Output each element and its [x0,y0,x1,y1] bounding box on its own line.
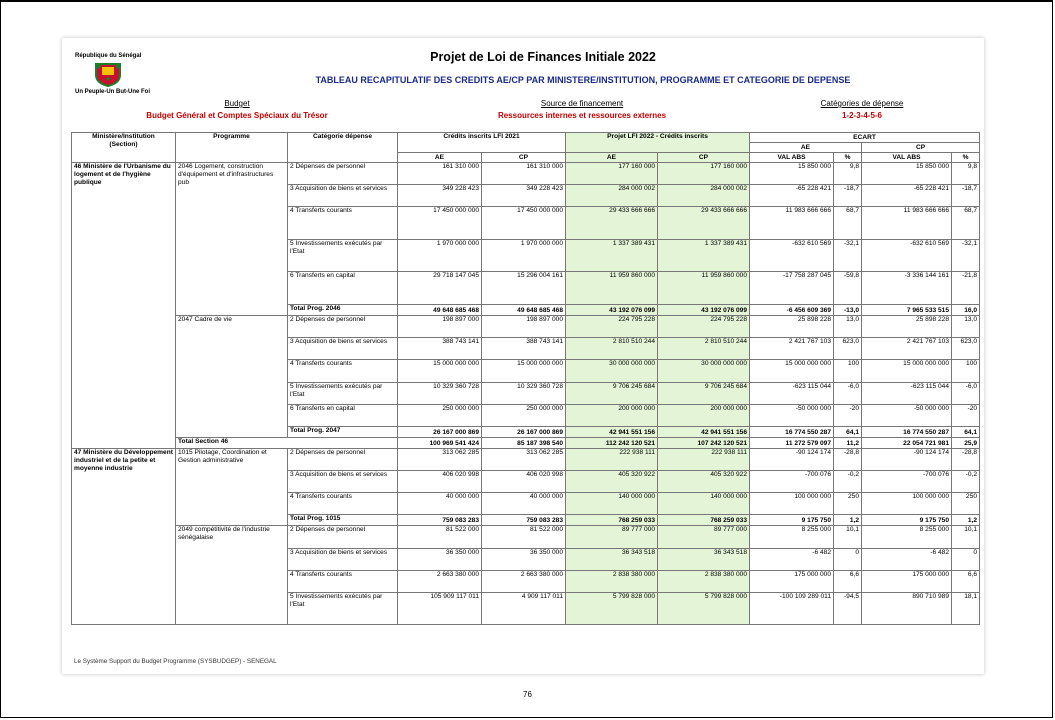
value-cell: 406 020 998 [398,471,482,493]
value-cell: 224 795 228 [658,316,750,338]
col-ae-2021: AE [398,153,482,163]
value-cell: 5 799 828 000 [658,593,750,625]
category-cell: 5 Investissements exécutés par l'Etat [288,593,398,625]
value-cell: 313 062 285 [482,449,566,471]
category-cell: 2 Dépenses de personnel [288,316,398,338]
value-cell: 85 187 398 540 [482,438,566,449]
value-cell: 25 898 228 [862,316,952,338]
value-cell: 9 175 750 [750,515,834,526]
col-ae-2022: AE [566,153,658,163]
value-cell: 890 710 989 [862,593,952,625]
value-cell: -94,5 [834,593,862,625]
value-cell: 175 000 000 [750,571,834,593]
col-ecart-cp: CP [862,143,980,153]
table-row [72,526,980,549]
page-number: 76 [523,690,532,699]
col-cp-2022: CP [658,153,750,163]
header-row-1 [72,133,980,143]
value-cell: -632 610 569 [750,240,834,272]
value-cell: -28,8 [834,449,862,471]
category-cell: 3 Acquisition de biens et services [288,338,398,360]
category-cell: 2 Dépenses de personnel [288,449,398,471]
value-cell: -28,8 [952,449,980,471]
value-cell: 1 337 389 431 [658,240,750,272]
category-cell: 2 Dépenses de personnel [288,526,398,549]
value-cell: 100 [834,360,862,383]
category-cell: 5 Investissements exécutés par l'Etat [288,240,398,272]
value-cell: 349 228 423 [482,185,566,207]
value-cell: 11 959 860 000 [658,272,750,305]
value-cell: 11 983 666 666 [750,207,834,240]
value-cell: 29 433 666 666 [566,207,658,240]
table-body [72,163,980,625]
value-cell: -18,7 [952,185,980,207]
value-cell: 2 838 380 000 [658,571,750,593]
col-ministry-label: Ministère/Institution [92,133,155,140]
table-row [72,163,980,185]
value-cell: 16 774 550 287 [750,427,834,438]
value-cell: -700 076 [750,471,834,493]
value-cell: -65 228 421 [862,185,952,207]
col-cp-2021: CP [482,153,566,163]
value-cell: 89 777 000 [566,526,658,549]
value-cell: 11 959 860 000 [566,272,658,305]
value-cell: 11,2 [834,438,862,449]
value-cell: -623 115 044 [750,383,834,405]
value-cell: 49 648 685 468 [482,305,566,316]
value-cell: 9 175 750 [862,515,952,526]
value-cell: 2 421 767 103 [862,338,952,360]
value-cell: -6,0 [834,383,862,405]
budget-value: Budget Général et Comptes Spéciaux du Trésor [146,111,328,120]
col-section-label: (Section) [109,141,138,148]
value-cell: -0,2 [834,471,862,493]
value-cell: 29 718 147 045 [398,272,482,305]
value-cell: 1,2 [952,515,980,526]
value-cell: 89 777 000 [658,526,750,549]
category-cell: 4 Transferts courants [288,360,398,383]
motto: Un Peuple-Un But-Une Foi [75,89,150,95]
value-cell: 405 320 922 [658,471,750,493]
value-cell: 388 743 141 [398,338,482,360]
value-cell: 2 663 380 000 [482,571,566,593]
value-cell: 175 000 000 [862,571,952,593]
value-cell: 10,1 [834,526,862,549]
value-cell: -700 076 [862,471,952,493]
programme-cell: 2049 compétitivité de l'industrie sénégalaise [176,526,288,625]
programme-cell: 1015 Pilotage, Coordination et Gestion administrative [176,449,288,526]
value-cell: 250 000 000 [398,405,482,427]
value-cell: 9 706 245 684 [658,383,750,405]
value-cell: 284 000 002 [658,185,750,207]
value-cell: 405 320 922 [566,471,658,493]
value-cell: 8 255 000 [750,526,834,549]
value-cell: 15 000 000 000 [482,360,566,383]
category-cell: 6 Transferts en capital [288,272,398,305]
value-cell: 16 774 550 287 [862,427,952,438]
category-cell: Total Section 46 [176,438,398,449]
value-cell: 25,9 [952,438,980,449]
category-cell: 5 Investissements exécutés par l'Etat [288,383,398,405]
table-row [72,316,980,338]
value-cell: 15 296 004 161 [482,272,566,305]
value-cell: 68,7 [834,207,862,240]
value-cell: -632 610 569 [862,240,952,272]
value-cell: 112 242 120 521 [566,438,658,449]
document-page [62,38,984,674]
value-cell: 107 242 120 521 [658,438,750,449]
category-cell: 3 Acquisition de biens et services [288,471,398,493]
value-cell: 198 897 000 [398,316,482,338]
category-cell: Total Prog. 1015 [288,515,398,526]
value-cell: 200 000 000 [566,405,658,427]
value-cell: 100 000 000 [750,493,834,515]
value-cell: 15 000 000 000 [750,360,834,383]
value-cell: 42 941 551 156 [658,427,750,438]
col-valabs-ae: VAL ABS [750,153,834,163]
value-cell: 759 083 283 [398,515,482,526]
value-cell: 36 350 000 [482,549,566,571]
value-cell: -17 758 287 045 [750,272,834,305]
source-value: Ressources internes et ressources externes [497,111,667,120]
value-cell: -0,2 [952,471,980,493]
value-cell: 30 000 000 000 [658,360,750,383]
value-cell: -3 336 144 161 [862,272,952,305]
value-cell: -623 115 044 [862,383,952,405]
category-cell: 3 Acquisition de biens et services [288,185,398,207]
value-cell: 100 969 541 424 [398,438,482,449]
col-pct-ae: % [834,153,862,163]
value-cell: 26 167 000 869 [482,427,566,438]
category-value: 1-2-3-4-5-6 [841,111,882,120]
value-cell: -32,1 [834,240,862,272]
value-cell: 222 938 111 [566,449,658,471]
value-cell: 100 [952,360,980,383]
value-cell: 177 160 000 [658,163,750,185]
value-cell: 17 450 000 000 [398,207,482,240]
value-cell: -100 109 289 011 [750,593,834,625]
value-cell: 36 343 518 [566,549,658,571]
value-cell: 81 522 000 [482,526,566,549]
category-cell: 4 Transferts courants [288,493,398,515]
category-cell: Total Prog. 2046 [288,305,398,316]
value-cell: 17 450 000 000 [482,207,566,240]
value-cell: 42 941 551 156 [566,427,658,438]
coat-of-arms-icon [93,61,123,87]
value-cell: 0 [834,549,862,571]
value-cell: -90 124 174 [862,449,952,471]
programme-cell: 2047 Cadre de vie [176,316,288,438]
value-cell: 29 433 666 666 [658,207,750,240]
value-cell: 43 192 076 099 [658,305,750,316]
value-cell: 198 897 000 [482,316,566,338]
value-cell: 15 000 000 000 [862,360,952,383]
value-cell: 10,1 [952,526,980,549]
value-cell: 623,0 [952,338,980,360]
value-cell: 6,6 [834,571,862,593]
ministry-cell: 47 Ministère du Développement industriel et de la petite et moyenne industrie [72,449,176,625]
value-cell: 18,1 [952,593,980,625]
category-cell: 3 Acquisition de biens et services [288,549,398,571]
value-cell: 36 350 000 [398,549,482,571]
value-cell: 25 898 228 [750,316,834,338]
value-cell: 15 850 000 [750,163,834,185]
ministry-cell: 46 Ministère de l'Urbanisme du logement et de l'hygiène publique [72,163,176,449]
value-cell: 15 000 000 000 [398,360,482,383]
col-lfi2021: Crédits inscrits LFI 2021 [398,133,566,153]
value-cell: -21,8 [952,272,980,305]
value-cell: -18,7 [834,185,862,207]
col-pct-cp: % [952,153,980,163]
value-cell: 1,2 [834,515,862,526]
col-ecart-ae: AE [750,143,862,153]
value-cell: -32,1 [952,240,980,272]
value-cell: 10 329 360 728 [398,383,482,405]
value-cell: -6,0 [952,383,980,405]
value-cell: 15 850 000 [862,163,952,185]
page-title: Projet de Loi de Finances Initiale 2022 [430,50,656,64]
category-cell: 6 Transferts en capital [288,405,398,427]
col-ecart: ECART [750,133,980,143]
value-cell: 250 [834,493,862,515]
value-cell: -13,0 [834,305,862,316]
value-cell: 13,0 [834,316,862,338]
value-cell: 8 255 000 [862,526,952,549]
value-cell: 26 167 000 869 [398,427,482,438]
value-cell: 161 310 000 [398,163,482,185]
value-cell: 1 970 000 000 [482,240,566,272]
value-cell: 30 000 000 000 [566,360,658,383]
value-cell: 100 000 000 [862,493,952,515]
category-cell: 4 Transferts courants [288,571,398,593]
value-cell: 224 795 228 [566,316,658,338]
table-row [72,438,980,449]
value-cell: 222 938 111 [658,449,750,471]
category-label: Catégories de dépense [820,99,904,108]
value-cell: 0 [952,549,980,571]
value-cell: 140 000 000 [566,493,658,515]
category-block [762,99,962,120]
system-footer: Le Système Support du Budget Programme (SYSBUDGEP) - SENEGAL [74,658,277,665]
value-cell: 768 259 033 [566,515,658,526]
page-subtitle: TABLEAU RECAPITULATIF DES CREDITS AE/CP PAR MINISTERE/INSTITUTION, PROGRAMME ET CATEGORIE DE DEPENSE [315,75,851,85]
value-cell: 140 000 000 [658,493,750,515]
category-cell: Total Prog. 2047 [288,427,398,438]
value-cell: 11 983 666 666 [862,207,952,240]
value-cell: 9,8 [834,163,862,185]
value-cell: 36 343 518 [658,549,750,571]
value-cell: -6 482 [750,549,834,571]
value-cell: 64,1 [834,427,862,438]
value-cell: 1 337 389 431 [566,240,658,272]
budget-block [82,99,392,120]
col-category: Catégorie dépense [288,133,398,163]
value-cell: 40 000 000 [482,493,566,515]
category-cell: 2 Dépenses de personnel [288,163,398,185]
value-cell: 13,0 [952,316,980,338]
value-cell: 200 000 000 [658,405,750,427]
value-cell: 161 310 000 [482,163,566,185]
value-cell: 388 743 141 [482,338,566,360]
value-cell: -6 456 609 369 [750,305,834,316]
value-cell: 1 970 000 000 [398,240,482,272]
credits-table [71,132,980,625]
source-block [452,99,712,120]
value-cell: 105 909 117 011 [398,593,482,625]
value-cell: 16,0 [952,305,980,316]
value-cell: 759 083 283 [482,515,566,526]
value-cell: 768 259 033 [658,515,750,526]
category-cell: 4 Transferts courants [288,207,398,240]
budget-label: Budget [224,99,250,108]
source-label: Source de financement [540,99,624,108]
value-cell: 2 810 510 244 [658,338,750,360]
value-cell: 6,6 [952,571,980,593]
value-cell: 9 706 245 684 [566,383,658,405]
value-cell: 68,7 [952,207,980,240]
programme-cell: 2046 Logement, construction d'équipement et d'infrastructures pub [176,163,288,316]
value-cell: -50 000 000 [862,405,952,427]
value-cell: -59,8 [834,272,862,305]
value-cell: 64,1 [952,427,980,438]
value-cell: 4 909 117 011 [482,593,566,625]
value-cell: 2 810 510 244 [566,338,658,360]
value-cell: 81 522 000 [398,526,482,549]
value-cell: 40 000 000 [398,493,482,515]
value-cell: -65 228 421 [750,185,834,207]
value-cell: 2 421 767 103 [750,338,834,360]
value-cell: 9,8 [952,163,980,185]
value-cell: 2 838 380 000 [566,571,658,593]
col-ministry [72,133,176,163]
value-cell: 284 000 002 [566,185,658,207]
value-cell: 250 [952,493,980,515]
value-cell: 250 000 000 [482,405,566,427]
value-cell: 7 965 533 515 [862,305,952,316]
value-cell: 313 062 285 [398,449,482,471]
value-cell: 2 663 380 000 [398,571,482,593]
value-cell: 177 160 000 [566,163,658,185]
table-row [72,449,980,471]
value-cell: -20 [952,405,980,427]
col-lfi2022: Projet LFI 2022 - Crédits inscrits [566,133,750,153]
col-valabs-cp: VAL ABS [862,153,952,163]
col-programme: Programme [176,133,288,163]
value-cell: -20 [834,405,862,427]
value-cell: 22 054 721 981 [862,438,952,449]
country-name: République du Sénégal [75,53,142,59]
value-cell: 406 020 998 [482,471,566,493]
value-cell: 11 272 579 097 [750,438,834,449]
value-cell: -6 482 [862,549,952,571]
value-cell: 49 648 685 468 [398,305,482,316]
value-cell: -90 124 174 [750,449,834,471]
value-cell: 623,0 [834,338,862,360]
value-cell: 349 228 423 [398,185,482,207]
value-cell: 5 799 828 000 [566,593,658,625]
value-cell: -50 000 000 [750,405,834,427]
value-cell: 43 192 076 099 [566,305,658,316]
value-cell: 10 329 360 728 [482,383,566,405]
